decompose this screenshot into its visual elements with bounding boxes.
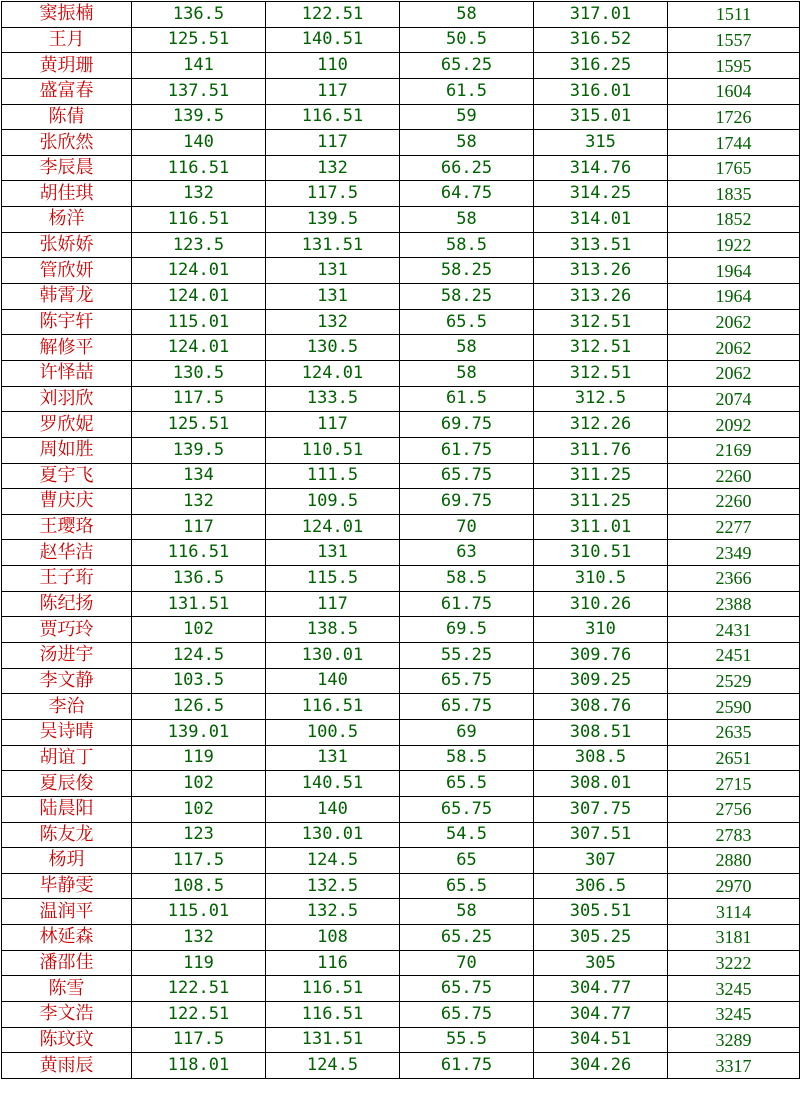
- score-c-cell: 61.5: [400, 386, 534, 412]
- total-score-cell: 307: [534, 848, 668, 874]
- score-c-cell: 65.5: [400, 873, 534, 899]
- rank-cell: 1964: [668, 284, 800, 310]
- rank-cell: 1765: [668, 155, 800, 181]
- score-c-cell: 69.75: [400, 412, 534, 438]
- student-name-cell: 张娇娇: [2, 232, 132, 258]
- total-score-cell: 304.77: [534, 976, 668, 1002]
- score-a-cell: 123.5: [132, 232, 266, 258]
- student-name-cell: 陈玟玟: [2, 1027, 132, 1053]
- score-b-cell: 130.5: [266, 335, 400, 361]
- score-b-cell: 140.51: [266, 27, 400, 53]
- score-table: [1, 1, 800, 1079]
- table-row: [2, 1053, 800, 1079]
- table-row: [2, 463, 800, 489]
- student-name-cell: 王月: [2, 27, 132, 53]
- total-score-cell: 307.75: [534, 796, 668, 822]
- score-a-cell: 103.5: [132, 668, 266, 694]
- student-name-cell: 管欣妍: [2, 258, 132, 284]
- score-a-cell: 139.5: [132, 104, 266, 130]
- score-a-cell: 132: [132, 181, 266, 207]
- total-score-cell: 305.25: [534, 925, 668, 951]
- total-score-cell: 317.01: [534, 2, 668, 28]
- score-c-cell: 69: [400, 719, 534, 745]
- rank-cell: 3289: [668, 1027, 800, 1053]
- score-a-cell: 131.51: [132, 591, 266, 617]
- rank-cell: 1511: [668, 2, 800, 28]
- total-score-cell: 304.26: [534, 1053, 668, 1079]
- score-c-cell: 50.5: [400, 27, 534, 53]
- score-a-cell: 118.01: [132, 1053, 266, 1079]
- score-c-cell: 69.75: [400, 489, 534, 515]
- student-name-cell: 罗欣妮: [2, 412, 132, 438]
- score-a-cell: 124.5: [132, 643, 266, 669]
- table-row: [2, 719, 800, 745]
- table-row: [2, 796, 800, 822]
- rank-cell: 2260: [668, 489, 800, 515]
- rank-cell: 2366: [668, 566, 800, 592]
- score-c-cell: 65.5: [400, 771, 534, 797]
- rank-cell: 1835: [668, 181, 800, 207]
- total-score-cell: 314.01: [534, 207, 668, 233]
- student-name-cell: 韩霄龙: [2, 284, 132, 310]
- score-b-cell: 132: [266, 155, 400, 181]
- student-name-cell: 夏宇飞: [2, 463, 132, 489]
- table-row: [2, 591, 800, 617]
- score-c-cell: 58.5: [400, 566, 534, 592]
- score-a-cell: 122.51: [132, 976, 266, 1002]
- rank-cell: 2431: [668, 617, 800, 643]
- table-row: [2, 489, 800, 515]
- score-b-cell: 132.5: [266, 899, 400, 925]
- score-c-cell: 65.75: [400, 668, 534, 694]
- rank-cell: 2062: [668, 360, 800, 386]
- rank-cell: 2756: [668, 796, 800, 822]
- rank-cell: 2880: [668, 848, 800, 874]
- score-a-cell: 122.51: [132, 1001, 266, 1027]
- total-score-cell: 308.5: [534, 745, 668, 771]
- score-b-cell: 130.01: [266, 643, 400, 669]
- student-name-cell: 李治: [2, 694, 132, 720]
- student-name-cell: 胡谊丁: [2, 745, 132, 771]
- score-b-cell: 110.51: [266, 437, 400, 463]
- score-a-cell: 139.01: [132, 719, 266, 745]
- rank-cell: 3222: [668, 950, 800, 976]
- rank-cell: 2062: [668, 335, 800, 361]
- score-a-cell: 124.01: [132, 335, 266, 361]
- score-a-cell: 125.51: [132, 27, 266, 53]
- score-c-cell: 61.75: [400, 591, 534, 617]
- score-b-cell: 117: [266, 591, 400, 617]
- score-b-cell: 117: [266, 412, 400, 438]
- score-b-cell: 131: [266, 745, 400, 771]
- total-score-cell: 314.76: [534, 155, 668, 181]
- score-c-cell: 66.25: [400, 155, 534, 181]
- score-c-cell: 65: [400, 848, 534, 874]
- score-b-cell: 116: [266, 950, 400, 976]
- score-c-cell: 58.25: [400, 284, 534, 310]
- score-b-cell: 117: [266, 78, 400, 104]
- score-b-cell: 124.01: [266, 514, 400, 540]
- rank-cell: 2451: [668, 643, 800, 669]
- total-score-cell: 310: [534, 617, 668, 643]
- score-a-cell: 119: [132, 950, 266, 976]
- student-name-cell: 陈友龙: [2, 822, 132, 848]
- rank-cell: 2169: [668, 437, 800, 463]
- score-b-cell: 100.5: [266, 719, 400, 745]
- student-name-cell: 陈纪扬: [2, 591, 132, 617]
- score-b-cell: 124.5: [266, 848, 400, 874]
- rank-cell: 2277: [668, 514, 800, 540]
- total-score-cell: 313.51: [534, 232, 668, 258]
- score-a-cell: 141: [132, 53, 266, 79]
- table-row: [2, 1027, 800, 1053]
- rank-cell: 2349: [668, 540, 800, 566]
- score-c-cell: 58: [400, 207, 534, 233]
- total-score-cell: 305: [534, 950, 668, 976]
- score-c-cell: 55.25: [400, 643, 534, 669]
- total-score-cell: 308.51: [534, 719, 668, 745]
- score-c-cell: 58.5: [400, 745, 534, 771]
- table-row: [2, 617, 800, 643]
- score-table-body: [2, 2, 800, 1079]
- table-row: [2, 668, 800, 694]
- student-name-cell: 陈倩: [2, 104, 132, 130]
- student-name-cell: 陈宇轩: [2, 309, 132, 335]
- table-row: [2, 207, 800, 233]
- score-a-cell: 125.51: [132, 412, 266, 438]
- score-c-cell: 58: [400, 360, 534, 386]
- score-b-cell: 131: [266, 284, 400, 310]
- rank-cell: 1595: [668, 53, 800, 79]
- rank-cell: 2388: [668, 591, 800, 617]
- total-score-cell: 308.01: [534, 771, 668, 797]
- total-score-cell: 304.77: [534, 1001, 668, 1027]
- student-name-cell: 张欣然: [2, 130, 132, 156]
- score-b-cell: 138.5: [266, 617, 400, 643]
- score-c-cell: 58: [400, 335, 534, 361]
- score-b-cell: 131: [266, 540, 400, 566]
- rank-cell: 2529: [668, 668, 800, 694]
- table-row: [2, 771, 800, 797]
- score-c-cell: 61.75: [400, 437, 534, 463]
- score-b-cell: 124.01: [266, 360, 400, 386]
- score-b-cell: 116.51: [266, 104, 400, 130]
- score-b-cell: 130.01: [266, 822, 400, 848]
- score-b-cell: 111.5: [266, 463, 400, 489]
- table-row: [2, 130, 800, 156]
- total-score-cell: 316.52: [534, 27, 668, 53]
- score-b-cell: 116.51: [266, 1001, 400, 1027]
- table-row: [2, 976, 800, 1002]
- score-b-cell: 139.5: [266, 207, 400, 233]
- table-row: [2, 155, 800, 181]
- rank-cell: 3114: [668, 899, 800, 925]
- score-a-cell: 102: [132, 771, 266, 797]
- score-a-cell: 102: [132, 796, 266, 822]
- table-row: [2, 822, 800, 848]
- score-c-cell: 64.75: [400, 181, 534, 207]
- score-c-cell: 70: [400, 950, 534, 976]
- table-row: [2, 284, 800, 310]
- student-name-cell: 林延森: [2, 925, 132, 951]
- student-name-cell: 汤进宇: [2, 643, 132, 669]
- score-c-cell: 59: [400, 104, 534, 130]
- table-row: [2, 309, 800, 335]
- score-a-cell: 134: [132, 463, 266, 489]
- score-a-cell: 116.51: [132, 155, 266, 181]
- score-a-cell: 117.5: [132, 848, 266, 874]
- score-b-cell: 124.5: [266, 1053, 400, 1079]
- score-c-cell: 58: [400, 899, 534, 925]
- table-row: [2, 53, 800, 79]
- rank-cell: 2590: [668, 694, 800, 720]
- rank-cell: 2635: [668, 719, 800, 745]
- rank-cell: 2651: [668, 745, 800, 771]
- score-b-cell: 132.5: [266, 873, 400, 899]
- score-a-cell: 119: [132, 745, 266, 771]
- total-score-cell: 316.25: [534, 53, 668, 79]
- rank-cell: 1922: [668, 232, 800, 258]
- table-row: [2, 437, 800, 463]
- total-score-cell: 312.51: [534, 360, 668, 386]
- score-a-cell: 136.5: [132, 566, 266, 592]
- total-score-cell: 311.01: [534, 514, 668, 540]
- rank-cell: 1852: [668, 207, 800, 233]
- student-name-cell: 李辰晨: [2, 155, 132, 181]
- total-score-cell: 310.51: [534, 540, 668, 566]
- total-score-cell: 315.01: [534, 104, 668, 130]
- student-name-cell: 周如胜: [2, 437, 132, 463]
- score-b-cell: 140: [266, 668, 400, 694]
- score-c-cell: 58: [400, 130, 534, 156]
- table-row: [2, 232, 800, 258]
- score-c-cell: 65.5: [400, 309, 534, 335]
- score-a-cell: 108.5: [132, 873, 266, 899]
- student-name-cell: 杨洋: [2, 207, 132, 233]
- total-score-cell: 312.26: [534, 412, 668, 438]
- table-row: [2, 514, 800, 540]
- score-b-cell: 116.51: [266, 976, 400, 1002]
- student-name-cell: 解修平: [2, 335, 132, 361]
- table-row: [2, 386, 800, 412]
- student-name-cell: 李文浩: [2, 1001, 132, 1027]
- score-c-cell: 65.75: [400, 463, 534, 489]
- score-b-cell: 115.5: [266, 566, 400, 592]
- table-row: [2, 848, 800, 874]
- total-score-cell: 310.5: [534, 566, 668, 592]
- total-score-cell: 315: [534, 130, 668, 156]
- student-name-cell: 贾巧玲: [2, 617, 132, 643]
- score-a-cell: 130.5: [132, 360, 266, 386]
- score-b-cell: 133.5: [266, 386, 400, 412]
- total-score-cell: 309.76: [534, 643, 668, 669]
- student-name-cell: 夏辰俊: [2, 771, 132, 797]
- rank-cell: 3245: [668, 976, 800, 1002]
- rank-cell: 2970: [668, 873, 800, 899]
- score-a-cell: 137.51: [132, 78, 266, 104]
- score-c-cell: 65.25: [400, 925, 534, 951]
- score-a-cell: 124.01: [132, 284, 266, 310]
- score-a-cell: 132: [132, 489, 266, 515]
- score-b-cell: 109.5: [266, 489, 400, 515]
- total-score-cell: 312.51: [534, 335, 668, 361]
- score-a-cell: 116.51: [132, 207, 266, 233]
- score-a-cell: 123: [132, 822, 266, 848]
- total-score-cell: 311.25: [534, 463, 668, 489]
- score-b-cell: 108: [266, 925, 400, 951]
- score-c-cell: 58.25: [400, 258, 534, 284]
- rank-cell: 2074: [668, 386, 800, 412]
- total-score-cell: 313.26: [534, 284, 668, 310]
- total-score-cell: 311.25: [534, 489, 668, 515]
- student-name-cell: 赵华洁: [2, 540, 132, 566]
- student-name-cell: 王璎珞: [2, 514, 132, 540]
- rank-cell: 2260: [668, 463, 800, 489]
- score-c-cell: 63: [400, 540, 534, 566]
- score-a-cell: 117.5: [132, 386, 266, 412]
- table-row: [2, 78, 800, 104]
- table-row: [2, 2, 800, 28]
- table-row: [2, 873, 800, 899]
- score-c-cell: 65.75: [400, 694, 534, 720]
- student-name-cell: 刘羽欣: [2, 386, 132, 412]
- rank-cell: 1604: [668, 78, 800, 104]
- rank-cell: 1744: [668, 130, 800, 156]
- score-b-cell: 140: [266, 796, 400, 822]
- score-a-cell: 102: [132, 617, 266, 643]
- student-name-cell: 曹庆庆: [2, 489, 132, 515]
- student-name-cell: 窦振楠: [2, 2, 132, 28]
- table-row: [2, 360, 800, 386]
- score-a-cell: 117.5: [132, 1027, 266, 1053]
- total-score-cell: 310.26: [534, 591, 668, 617]
- total-score-cell: 308.76: [534, 694, 668, 720]
- student-name-cell: 王子珩: [2, 566, 132, 592]
- score-a-cell: 116.51: [132, 540, 266, 566]
- total-score-cell: 312.51: [534, 309, 668, 335]
- total-score-cell: 316.01: [534, 78, 668, 104]
- score-c-cell: 61.75: [400, 1053, 534, 1079]
- student-name-cell: 盛富春: [2, 78, 132, 104]
- student-name-cell: 胡佳琪: [2, 181, 132, 207]
- score-b-cell: 131.51: [266, 232, 400, 258]
- rank-cell: 2092: [668, 412, 800, 438]
- score-c-cell: 65.75: [400, 976, 534, 1002]
- score-c-cell: 65.75: [400, 796, 534, 822]
- rank-cell: 3245: [668, 1001, 800, 1027]
- rank-cell: 2783: [668, 822, 800, 848]
- table-row: [2, 335, 800, 361]
- student-name-cell: 黄雨辰: [2, 1053, 132, 1079]
- score-a-cell: 126.5: [132, 694, 266, 720]
- student-name-cell: 潘邵佳: [2, 950, 132, 976]
- score-a-cell: 140: [132, 130, 266, 156]
- score-c-cell: 58.5: [400, 232, 534, 258]
- student-name-cell: 毕静雯: [2, 873, 132, 899]
- score-c-cell: 70: [400, 514, 534, 540]
- total-score-cell: 313.26: [534, 258, 668, 284]
- score-a-cell: 124.01: [132, 258, 266, 284]
- table-row: [2, 950, 800, 976]
- student-name-cell: 李文静: [2, 668, 132, 694]
- rank-cell: 2062: [668, 309, 800, 335]
- score-c-cell: 65.25: [400, 53, 534, 79]
- table-row: [2, 925, 800, 951]
- score-c-cell: 61.5: [400, 78, 534, 104]
- score-c-cell: 65.75: [400, 1001, 534, 1027]
- score-a-cell: 132: [132, 925, 266, 951]
- score-c-cell: 54.5: [400, 822, 534, 848]
- score-a-cell: 136.5: [132, 2, 266, 28]
- score-b-cell: 116.51: [266, 694, 400, 720]
- score-a-cell: 115.01: [132, 899, 266, 925]
- table-row: [2, 258, 800, 284]
- table-row: [2, 1001, 800, 1027]
- rank-cell: 1726: [668, 104, 800, 130]
- student-name-cell: 杨玥: [2, 848, 132, 874]
- score-a-cell: 139.5: [132, 437, 266, 463]
- student-name-cell: 温润平: [2, 899, 132, 925]
- table-row: [2, 643, 800, 669]
- score-b-cell: 140.51: [266, 771, 400, 797]
- student-name-cell: 吴诗晴: [2, 719, 132, 745]
- score-a-cell: 115.01: [132, 309, 266, 335]
- rank-cell: 2715: [668, 771, 800, 797]
- total-score-cell: 304.51: [534, 1027, 668, 1053]
- score-a-cell: 117: [132, 514, 266, 540]
- score-b-cell: 117.5: [266, 181, 400, 207]
- total-score-cell: 305.51: [534, 899, 668, 925]
- total-score-cell: 309.25: [534, 668, 668, 694]
- student-name-cell: 陆晨阳: [2, 796, 132, 822]
- table-row: [2, 566, 800, 592]
- rank-cell: 1964: [668, 258, 800, 284]
- score-c-cell: 69.5: [400, 617, 534, 643]
- student-name-cell: 陈雪: [2, 976, 132, 1002]
- table-row: [2, 899, 800, 925]
- table-row: [2, 694, 800, 720]
- score-b-cell: 132: [266, 309, 400, 335]
- student-name-cell: 许怿喆: [2, 360, 132, 386]
- total-score-cell: 306.5: [534, 873, 668, 899]
- table-row: [2, 540, 800, 566]
- table-row: [2, 745, 800, 771]
- score-c-cell: 55.5: [400, 1027, 534, 1053]
- table-row: [2, 181, 800, 207]
- score-b-cell: 131: [266, 258, 400, 284]
- score-b-cell: 122.51: [266, 2, 400, 28]
- score-c-cell: 58: [400, 2, 534, 28]
- table-row: [2, 27, 800, 53]
- rank-cell: 1557: [668, 27, 800, 53]
- total-score-cell: 314.25: [534, 181, 668, 207]
- score-b-cell: 110: [266, 53, 400, 79]
- total-score-cell: 311.76: [534, 437, 668, 463]
- total-score-cell: 307.51: [534, 822, 668, 848]
- rank-cell: 3181: [668, 925, 800, 951]
- student-name-cell: 黄玥珊: [2, 53, 132, 79]
- table-row: [2, 412, 800, 438]
- total-score-cell: 312.5: [534, 386, 668, 412]
- score-b-cell: 131.51: [266, 1027, 400, 1053]
- rank-cell: 3317: [668, 1053, 800, 1079]
- score-b-cell: 117: [266, 130, 400, 156]
- table-row: [2, 104, 800, 130]
